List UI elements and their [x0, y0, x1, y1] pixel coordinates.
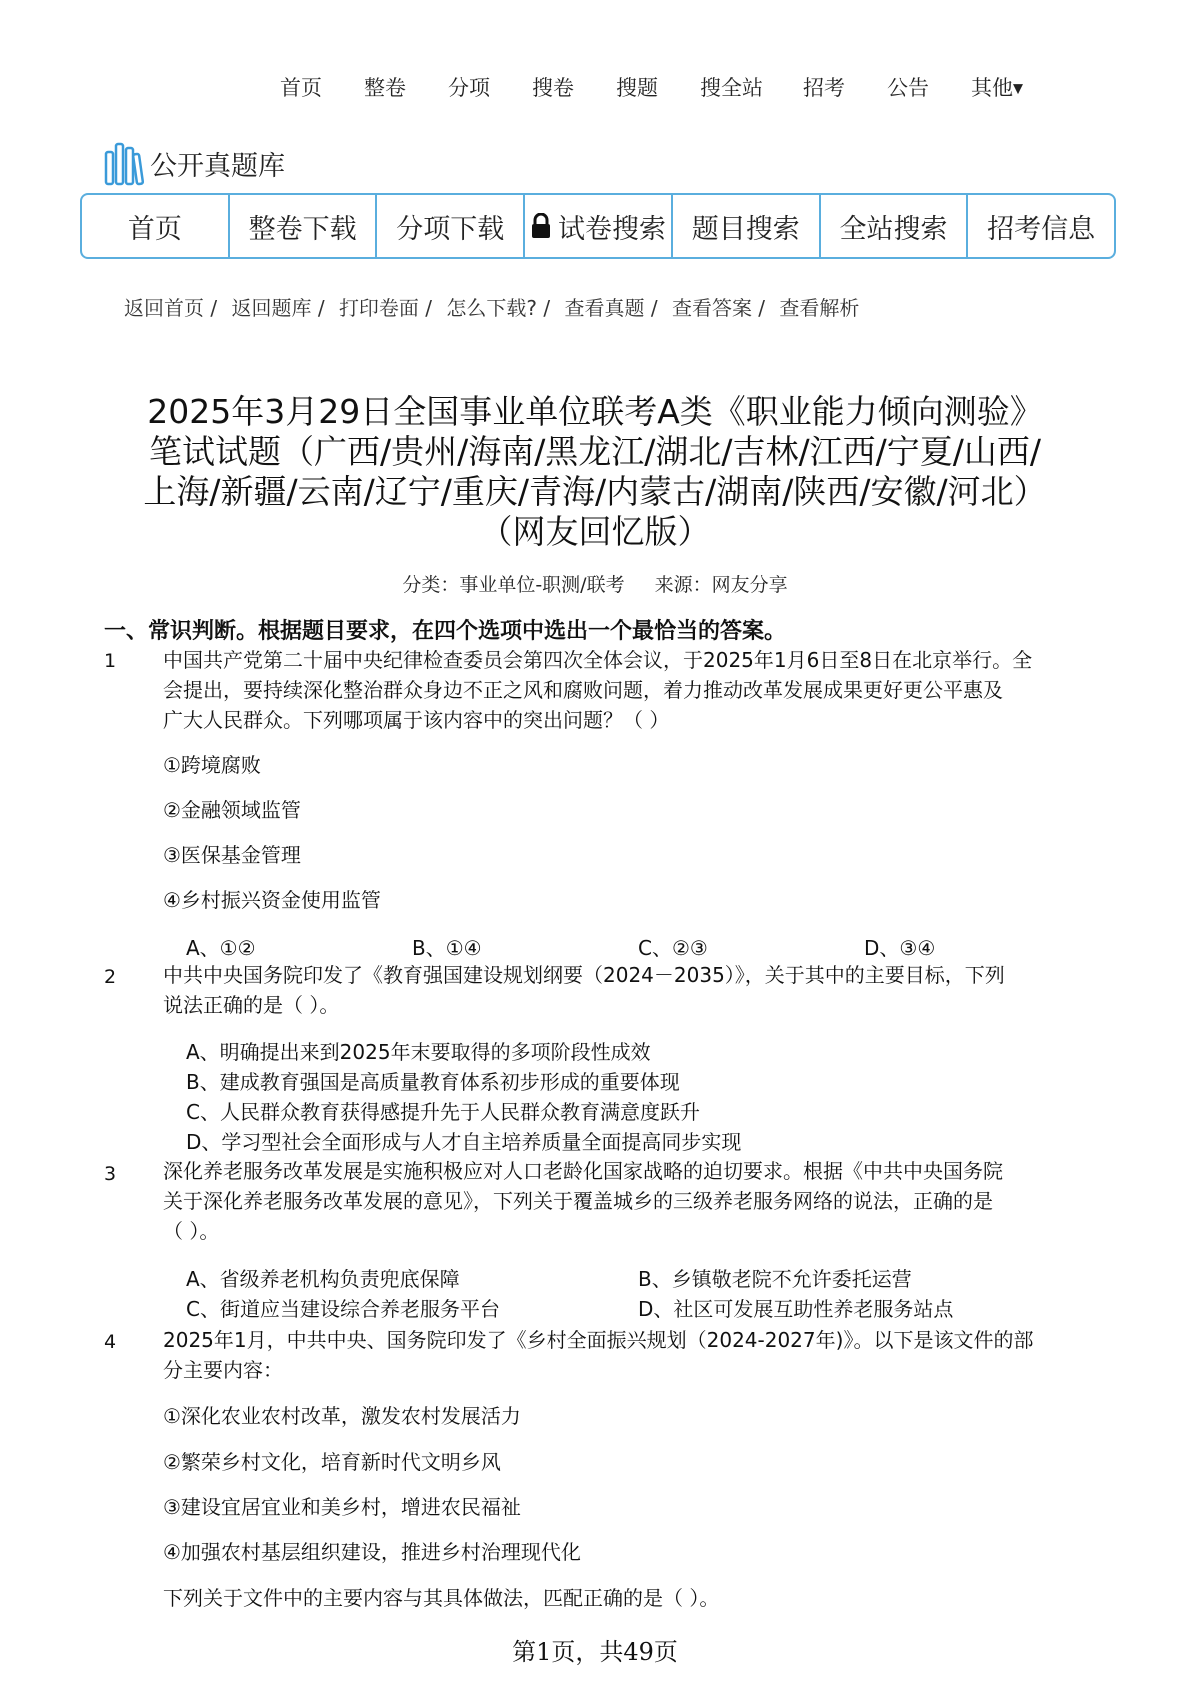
crumb-how-download[interactable]: 怎么下载? /: [446, 296, 551, 320]
top-nav-home[interactable]: 首页: [280, 76, 322, 100]
books-icon: [104, 140, 144, 186]
question-line: 关于深化养老服务改革发展的意见》，下列关于覆盖城乡的三级养老服务网络的说法，正确的是: [163, 1189, 993, 1213]
option-b[interactable]: B、乡镇敬老院不允许委托运营: [638, 1267, 912, 1291]
paper-source: 来源：网友分享: [654, 574, 788, 596]
statement-item: ④乡村振兴资金使用监管: [163, 888, 381, 912]
option-c[interactable]: C、街道应当建设综合养老服务平台: [186, 1297, 500, 1321]
page-title: [100, 392, 1090, 552]
breadcrumb: [124, 292, 867, 321]
section-title: 一、常识判断。根据题目要求，在四个选项中选出一个最恰当的答案。: [104, 619, 787, 644]
option-a[interactable]: A、省级养老机构负责兜底保障: [186, 1267, 460, 1291]
main-nav-full-download[interactable]: 整卷下载: [230, 195, 378, 257]
question-text: [163, 645, 1073, 735]
option-a[interactable]: A、①②: [186, 936, 256, 960]
logo-text: 公开真题库: [150, 150, 285, 182]
option-c[interactable]: C、人民群众教育获得感提升先于人民群众教育满意度跃升: [186, 1100, 700, 1124]
statement-item: ③医保基金管理: [163, 843, 301, 867]
lock-icon: [530, 213, 552, 239]
option-d[interactable]: D、③④: [864, 936, 936, 960]
question-line: 说法正确的是（ ）。: [163, 993, 340, 1017]
top-nav-search-questions[interactable]: 搜题: [616, 76, 658, 100]
crumb-view-analysis[interactable]: 查看解析: [779, 296, 860, 320]
question-text: [163, 1156, 1073, 1246]
paper-meta: [0, 570, 1190, 597]
top-nav-full-papers[interactable]: 整卷: [364, 76, 406, 100]
top-nav-search-site[interactable]: 搜全站: [700, 76, 763, 100]
option-d[interactable]: D、社区可发展互助性养老服务站点: [638, 1297, 954, 1321]
question-line: （ ）。: [163, 1219, 220, 1243]
question-line: 2025年1月，中共中央、国务院印发了《乡村全面振兴规划（2024-2027年)》。以下是该文件的部: [163, 1328, 1034, 1352]
statement-item: ①深化农业农村改革，激发农村发展活力: [163, 1404, 521, 1428]
question-line: 中共中央国务院印发了《教育强国建设规划纲要（2024－2035）》，关于其中的主要目标，下列: [163, 963, 1005, 987]
question-line: 分主要内容：: [163, 1358, 283, 1382]
top-nav-sections[interactable]: 分项: [448, 76, 490, 100]
paper-category: 分类：事业单位-职测/联考: [402, 574, 625, 596]
question-number: 3: [104, 1163, 117, 1185]
crumb-print[interactable]: 打印卷面 /: [338, 296, 433, 320]
title-line: （网友回忆版）: [479, 512, 711, 551]
top-nav-announcements[interactable]: 公告: [887, 76, 929, 100]
site-logo[interactable]: [104, 140, 285, 186]
question-number: 1: [104, 650, 117, 672]
question-number: 2: [104, 966, 117, 988]
main-nav-section-download[interactable]: 分项下载: [377, 195, 525, 257]
question-line: 中国共产党第二十届中央纪律检查委员会第四次全体会议，于2025年1月6日至8日在北京举行。全: [163, 648, 1033, 672]
main-nav-home[interactable]: 首页: [82, 195, 230, 257]
statement-item: ③建设宜居宜业和美乡村，增进农民福祉: [163, 1495, 521, 1519]
crumb-view-questions[interactable]: 查看真题 /: [564, 296, 658, 320]
statement-item: ①跨境腐败: [163, 753, 261, 777]
title-line: 2025年3月29日全国事业单位联考A类《职业能力倾向测验》: [147, 392, 1043, 431]
statement-item: ④加强农村基层组织建设，推进乡村治理现代化: [163, 1540, 581, 1564]
question-text: [163, 960, 1073, 1020]
option-d[interactable]: D、学习型社会全面形成与人才自主培养质量全面提高同步实现: [186, 1130, 742, 1154]
question-line: 广大人民群众。下列哪项属于该内容中的突出问题？（ ）: [163, 708, 670, 732]
top-nav-recruitment[interactable]: 招考: [803, 76, 845, 100]
crumb-view-answers[interactable]: 查看答案 /: [671, 296, 766, 320]
main-nav-paper-search-label: 试卷搜索: [558, 213, 667, 245]
option-a[interactable]: A、明确提出来到2025年末要取得的多项阶段性成效: [186, 1040, 651, 1064]
question-number: 4: [104, 1331, 117, 1353]
main-nav-paper-search[interactable]: [525, 195, 673, 257]
question-line: 会提出，要持续深化整治群众身边不正之风和腐败问题，着力推动改革发展成果更好更公平惠及: [163, 678, 1003, 702]
statement-item: ②繁荣乡村文化，培育新时代文明乡风: [163, 1450, 501, 1474]
main-nav: [80, 193, 1116, 259]
crumb-back-home[interactable]: 返回首页 /: [124, 296, 218, 320]
crumb-back-bank[interactable]: 返回题库 /: [231, 296, 325, 320]
question-line: 深化养老服务改革发展是实施积极应对人口老龄化国家战略的迫切要求。根据《中共中央国务院: [163, 1159, 1003, 1183]
question-text: [163, 1325, 1073, 1385]
statement-item: ②金融领域监管: [163, 798, 301, 822]
title-line: 笔试试题（广西/贵州/海南/黑龙江/湖北/吉林/江西/宁夏/山西/: [148, 432, 1042, 471]
question-tail: 下列关于文件中的主要内容与其具体做法，匹配正确的是（ ）。: [163, 1586, 720, 1610]
option-c[interactable]: C、②③: [638, 936, 708, 960]
option-b[interactable]: B、①④: [412, 936, 482, 960]
main-nav-question-search[interactable]: 题目搜索: [673, 195, 821, 257]
top-nav-more-label: 其他: [971, 76, 1013, 100]
top-nav: [280, 72, 1100, 106]
main-nav-site-search[interactable]: 全站搜索: [821, 195, 969, 257]
caret-down-icon: ▼: [1013, 81, 1023, 97]
top-nav-search-papers[interactable]: 搜卷: [532, 76, 574, 100]
page-number: 第1页，共49页: [512, 1638, 678, 1666]
top-nav-more[interactable]: [971, 72, 1023, 102]
main-nav-recruitment-info[interactable]: 招考信息: [987, 213, 1096, 245]
option-b[interactable]: B、建成教育强国是高质量教育体系初步形成的重要体现: [186, 1070, 680, 1094]
title-line: 上海/新疆/云南/辽宁/重庆/青海/内蒙古/湖南/陕西/安徽/河北）: [143, 472, 1047, 511]
